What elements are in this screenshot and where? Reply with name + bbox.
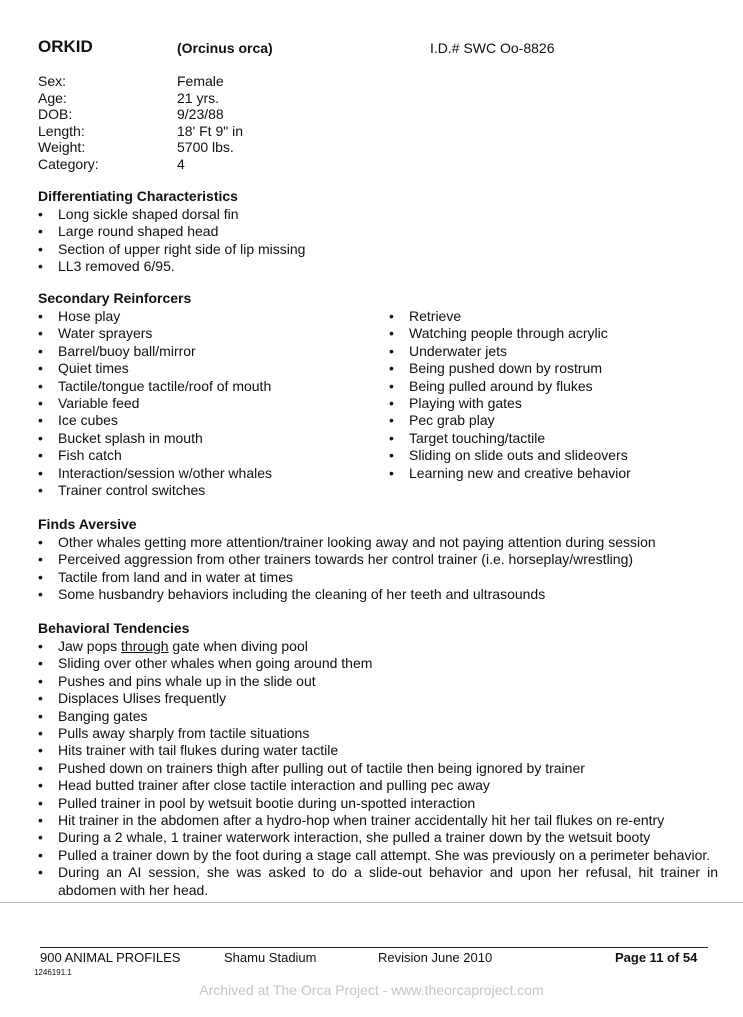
list-item: • Section of upper right side of lip missing (38, 241, 718, 258)
fact-label: Length: (38, 122, 85, 139)
fact-value: 4 (177, 155, 185, 172)
list-item: • Watching people through acrylic (389, 325, 719, 342)
list-item: • Underwater jets (389, 343, 719, 360)
list-item: • Banging gates (38, 708, 718, 725)
footer-revision: Revision June 2010 (378, 950, 493, 965)
differentiating-section (38, 188, 718, 276)
list-item: • Barrel/buoy ball/mirror (38, 343, 388, 360)
page-footer (40, 947, 708, 966)
list-item: • Pec grab play (389, 412, 719, 429)
list-item: • Hit trainer in the abdomen after a hydro-hop when trainer accidentally hit her tail flukes on re-entry (38, 812, 718, 829)
behavioral-tendencies-section (38, 620, 718, 899)
list-item: • LL3 removed 6/95. (38, 258, 718, 275)
fact-row (38, 156, 438, 173)
list-item: • Target touching/tactile (389, 430, 719, 447)
fact-row (38, 73, 438, 90)
fact-value: 21 yrs. (177, 89, 220, 106)
list-item: • Trainer control switches (38, 482, 388, 499)
list-item: • Fish catch (38, 447, 388, 464)
list-item: • During a 2 whale, 1 trainer waterwork interaction, she pulled a trainer down by the wetsuit booty (38, 829, 718, 846)
divider (0, 902, 743, 903)
fact-row (38, 90, 438, 107)
fact-value: Female (177, 73, 224, 89)
footer-section: 900 ANIMAL PROFILES (40, 950, 181, 965)
list-item: • Being pushed down by rostrum (389, 360, 719, 377)
list-item: • Interaction/session w/other whales (38, 465, 388, 482)
underlined-word: through (121, 638, 169, 654)
list-item: • Pulls away sharply from tactile situations (38, 725, 718, 742)
list-item: • Quiet times (38, 360, 388, 377)
document-number: 1246191.1 (34, 968, 72, 977)
fact-value: 18' Ft 9" in (177, 122, 244, 139)
list-item: • Hose play (38, 308, 388, 325)
aversive-list (38, 534, 718, 604)
list-item: • Other whales getting more attention/trainer looking away and not paying attention during session (38, 534, 718, 551)
text-segment: Jaw pops (58, 638, 122, 654)
fact-label: DOB: (38, 106, 73, 123)
list-item: • Bucket splash in mouth (38, 430, 388, 447)
section-title: Behavioral Tendencies (38, 620, 190, 636)
list-item: • Learning new and creative behavior (389, 465, 719, 482)
tendencies-list (38, 638, 718, 899)
footer-location: Shamu Stadium (224, 950, 317, 965)
fact-row (38, 123, 438, 140)
list-item: • During an AI session, she was asked to do a slide-out behavior and upon her refusal, hit trainer in abdomen with her head. (38, 864, 718, 899)
fact-value: 5700 lbs. (177, 139, 234, 156)
differentiating-list (38, 206, 718, 276)
species-name: (Orcinus orca) (177, 40, 273, 56)
text-segment: gate when diving pool (168, 638, 308, 654)
list-item: • Pushed down on trainers thigh after pulling out of tactile then being ignored by trainer (38, 760, 718, 777)
fact-value: 9/23/88 (177, 106, 224, 123)
list-item: • Tactile/tongue tactile/roof of mouth (38, 378, 388, 395)
list-item: • Some husbandry behaviors including the cleaning of her teeth and ultrasounds (38, 586, 718, 603)
list-item: • Pulled trainer in pool by wetsuit bootie during un-spotted interaction (38, 795, 718, 812)
list-item (38, 638, 718, 655)
secondary-reinforcers-section (38, 290, 718, 499)
list-item: • Pushes and pins whale up in the slide out (38, 673, 718, 690)
section-title: Finds Aversive (38, 516, 137, 532)
fact-label: Weight: (38, 139, 86, 156)
list-item: • Displaces Ulises frequently (38, 690, 718, 707)
list-item: • Sliding over other whales when going around them (38, 655, 718, 672)
finds-aversive-section (38, 516, 718, 604)
list-item: • Playing with gates (389, 395, 719, 412)
list-item: • Hits trainer with tail flukes during water tactile (38, 742, 718, 759)
footer-page-number: Page 11 of 54 (615, 950, 698, 965)
section-title: Secondary Reinforcers (38, 290, 192, 306)
facts-table (38, 73, 438, 173)
id-number: I.D.# SWC Oo-8826 (430, 40, 555, 56)
reinforcers-right-list (389, 308, 719, 482)
fact-label: Category: (38, 155, 99, 172)
list-item: • Large round shaped head (38, 223, 718, 240)
fact-row (38, 106, 438, 123)
list-item: • Head butted trainer after close tactile interaction and pulling pec away (38, 777, 718, 794)
fact-row (38, 139, 438, 156)
list-item: • Tactile from land and in water at times (38, 569, 718, 586)
list-item: • Being pulled around by flukes (389, 378, 719, 395)
archive-watermark: Archived at The Orca Project - www.theorcaproject.com (199, 982, 544, 998)
fact-label: Sex: (38, 73, 67, 89)
animal-name: ORKID (38, 37, 93, 56)
list-item: • Pulled a trainer down by the foot during a stage call attempt. She was previously on a perimeter behavior. (38, 847, 718, 864)
list-item: • Sliding on slide outs and slideovers (389, 447, 719, 464)
list-item: • Perceived aggression from other trainers towards her control trainer (i.e. horseplay/wrestling) (38, 551, 718, 568)
list-item: • Retrieve (389, 308, 719, 325)
profile-header (38, 38, 723, 60)
list-item: • Variable feed (38, 395, 388, 412)
fact-label: Age: (38, 89, 67, 106)
list-item: • Water sprayers (38, 325, 388, 342)
list-item: • Ice cubes (38, 412, 388, 429)
section-title: Differentiating Characteristics (38, 188, 238, 204)
list-item: • Long sickle shaped dorsal fin (38, 206, 718, 223)
reinforcers-left-list (38, 308, 388, 499)
